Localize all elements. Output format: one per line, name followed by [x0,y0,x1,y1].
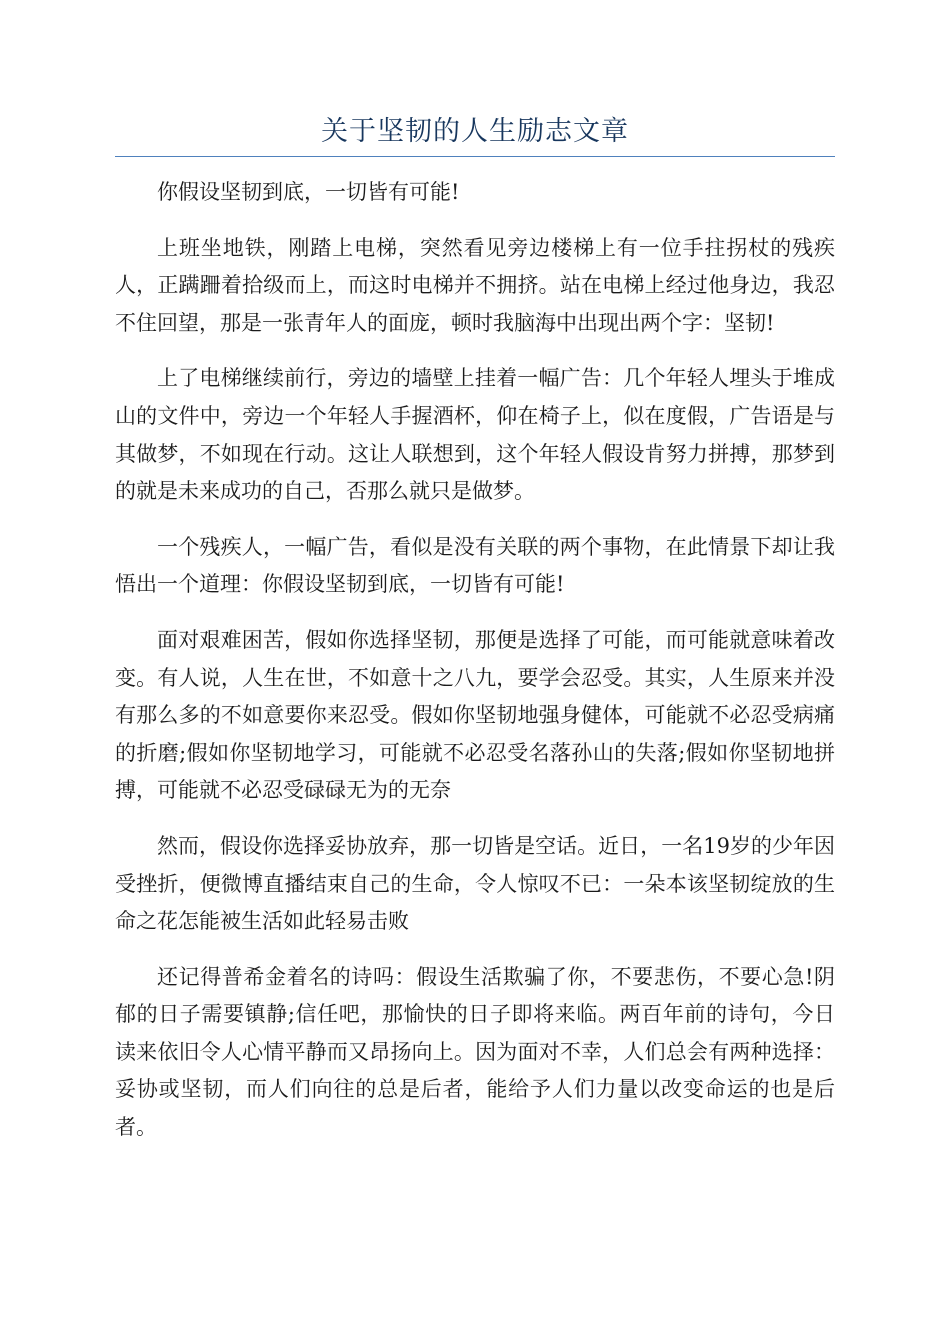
paragraph-6: 然而，假设你选择妥协放弃，那一切皆是空话。近日，一名19岁的少年因受挫折，便微博直播结束自己的生命，令人惊叹不已：一朵本该坚韧绽放的生命之花怎能被生活如此轻易击败 [115,833,835,934]
page-title: 关于坚韧的人生励志文章 [321,116,629,147]
paragraph-2: 上班坐地铁，刚踏上电梯，突然看见旁边楼梯上有一位手拄拐杖的残疾人，正蹒跚着拾级而上，而这时电梯并不拥挤。站在电梯上经过他身边，我忍不住回望，那是一张青年人的面庞，顿时我脑海中出现出两个字：坚韧! [115,235,835,335]
article-body [115,174,835,1165]
paragraph-3: 上了电梯继续前行，旁边的墙壁上挂着一幅广告：几个年轻人埋头于堆成山的文件中，旁边一个年轻人手握酒杯，仰在椅子上，似在度假，广告语是与其做梦，不如现在行动。这让人联想到，这个年轻人假设肯努力拼搏，那梦到的就是未来成功的自己，否那么就只是做梦。 [115,366,835,504]
title-block [115,112,835,157]
paragraph-7: 还记得普希金着名的诗吗：假设生活欺骗了你，不要悲伤，不要心急!阴郁的日子需要镇静;信任吧，那愉快的日子即将来临。两百年前的诗句，今日读来依旧令人心情平静而又昂扬向上。因为面对不幸，人们总会有两种选择：妥协或坚韧，而人们向往的总是后者，能给予人们力量以改变命运的也是后者。 [115,964,835,1140]
paragraph-5: 面对艰难困苦，假如你选择坚韧，那便是选择了可能，而可能就意味着改变。有人说，人生在世，不如意十之八九，要学会忍受。其实，人生原来并没有那么多的不如意要你来忍受。假如你坚韧地强身健体，可能就不必忍受病痛的折磨;假如你坚韧地学习，可能就不必忍受名落孙山的失落;假如你坚韧地拼搏，可能就不必忍受碌碌无为的无奈 [115,627,835,803]
paragraph-4: 一个残疾人，一幅广告，看似是没有关联的两个事物，在此情景下却让我悟出一个道理：你假设坚韧到底，一切皆有可能! [115,534,835,597]
paragraph-1: 你假设坚韧到底，一切皆有可能! [157,180,460,204]
